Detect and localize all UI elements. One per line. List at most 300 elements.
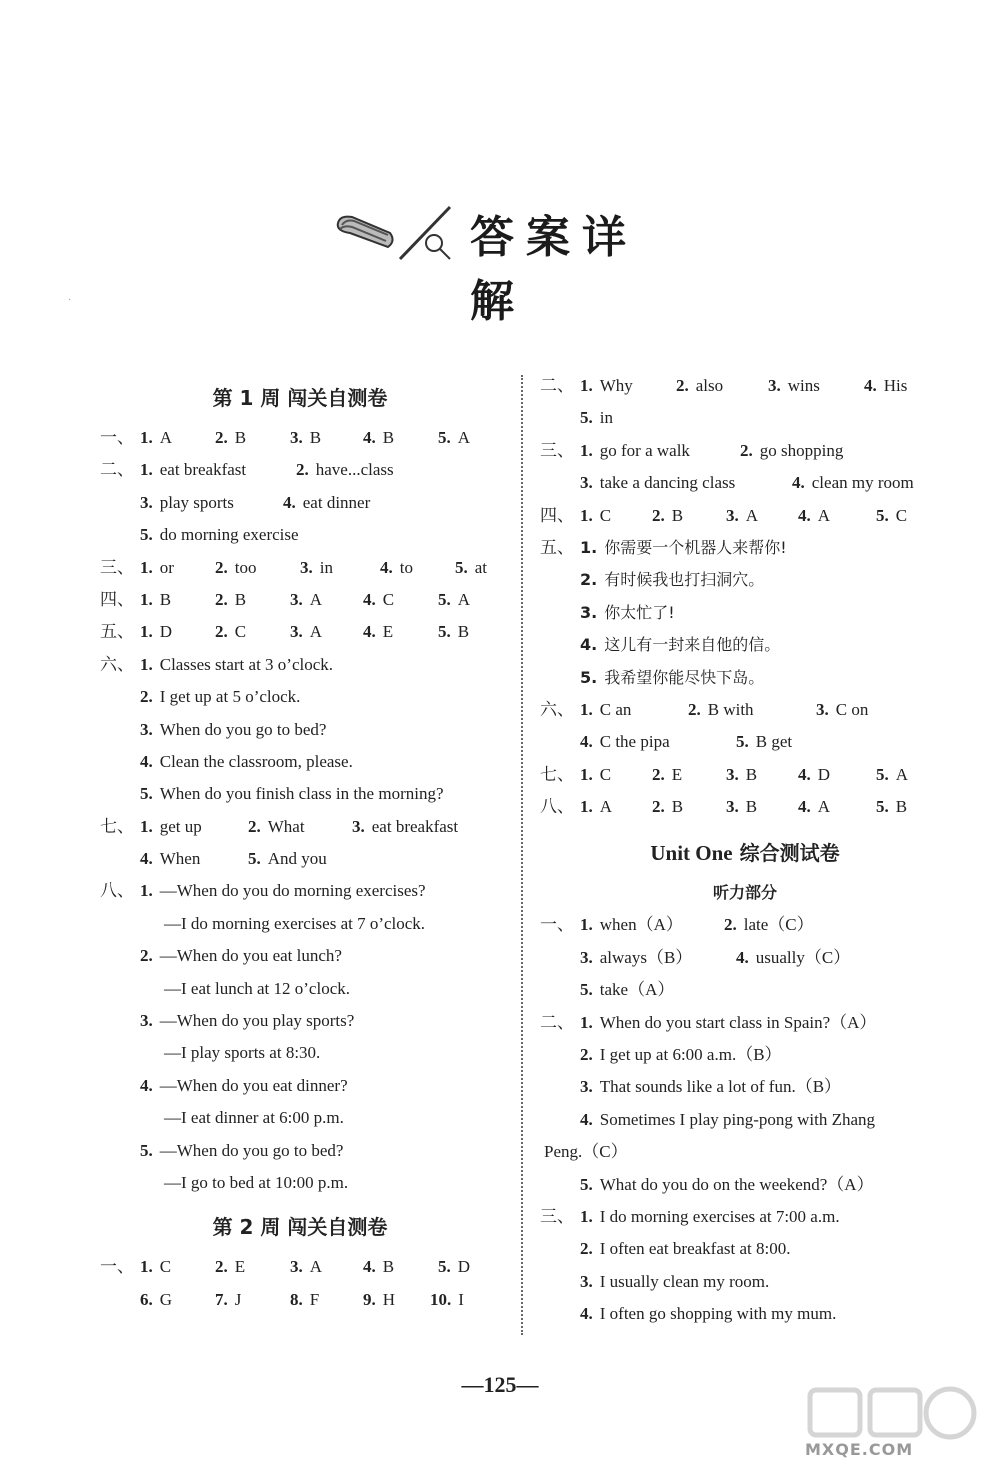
answer-text: take a dancing class <box>599 473 736 493</box>
answer-text: D <box>159 622 173 642</box>
answer-text: take（A） <box>599 980 675 1000</box>
item-number: 1. <box>580 1206 593 1226</box>
answer-row <box>100 454 500 486</box>
answer-text: —I eat lunch at 12 o’clock. <box>164 978 350 998</box>
item-number: 2. <box>652 505 665 525</box>
answer-row <box>100 714 500 746</box>
answer-item <box>580 402 613 434</box>
item-number: 1. <box>580 537 598 557</box>
answer-text: go for a walk <box>599 440 690 460</box>
answer-item <box>580 1201 840 1233</box>
answer-text: B <box>671 797 684 817</box>
item-number: 2. <box>652 764 665 784</box>
answer-text: B get <box>755 732 793 752</box>
item-number: 4. <box>363 1257 376 1277</box>
answer-item <box>580 942 692 974</box>
answer-row <box>540 467 950 499</box>
answer-text: J <box>234 1289 242 1309</box>
item-number: 5. <box>580 667 598 687</box>
answer-row <box>540 909 950 941</box>
item-number: 5. <box>248 849 261 869</box>
answer-text: I get up at 5 o’clock. <box>159 687 301 707</box>
answer-text: I do morning exercises at 7:00 a.m. <box>599 1206 840 1226</box>
answer-item <box>876 500 907 532</box>
question-number: 二、 <box>540 1012 574 1033</box>
item-number: 4. <box>792 473 805 493</box>
item-number: 3. <box>140 719 153 739</box>
answer-row <box>100 940 500 972</box>
answer-row <box>540 564 950 596</box>
item-number: 5. <box>876 505 889 525</box>
answer-item <box>215 1284 241 1316</box>
answer-text: Peng.（C） <box>544 1142 628 1162</box>
answer-item <box>215 584 246 616</box>
item-number: 4. <box>380 557 393 577</box>
item-number: 4. <box>140 751 153 771</box>
listening-subtitle: 听力部分 <box>712 883 777 903</box>
answer-row <box>100 1284 500 1316</box>
answer-row <box>540 435 950 467</box>
item-number: 4. <box>363 589 376 609</box>
answer-text: G <box>159 1289 173 1309</box>
answer-item <box>140 746 353 778</box>
answer-row <box>540 1007 950 1039</box>
answer-text: F <box>309 1289 320 1309</box>
answer-row <box>540 1266 950 1298</box>
answer-row <box>100 552 500 584</box>
answer-row <box>100 843 500 875</box>
answer-item <box>580 909 683 941</box>
answer-row <box>540 1233 950 1265</box>
answer-item <box>164 1167 348 1199</box>
question-number: 五、 <box>100 622 134 643</box>
item-number: 1. <box>580 376 593 395</box>
answer-item <box>140 1070 348 1102</box>
answer-item <box>726 500 758 532</box>
item-number: 2. <box>296 460 309 480</box>
answer-text: When <box>159 849 201 869</box>
unit-one-answers <box>540 909 950 1330</box>
answer-text: at <box>474 557 488 577</box>
item-number: 3. <box>580 1077 593 1097</box>
answer-row <box>100 487 500 519</box>
answer-item <box>438 422 470 454</box>
answer-text: 这儿有一封来自他的信。 <box>604 635 781 655</box>
item-number: 4. <box>363 622 376 642</box>
answer-item <box>290 584 322 616</box>
answer-row <box>540 500 950 532</box>
answer-item <box>580 759 611 791</box>
page-title: 答案详解 <box>470 212 638 327</box>
answer-item <box>544 1136 628 1168</box>
answer-item <box>726 791 757 823</box>
item-number: 4. <box>580 732 593 752</box>
answer-item <box>652 500 683 532</box>
item-number: 3. <box>580 602 598 622</box>
item-number: 3. <box>726 764 739 784</box>
answer-item <box>248 811 305 843</box>
question-number: 八、 <box>540 797 574 818</box>
answer-text: B <box>159 589 172 609</box>
question-number: 一、 <box>100 428 134 448</box>
answer-text: B <box>309 428 322 447</box>
answer-row <box>100 1037 500 1069</box>
answer-item <box>363 584 394 616</box>
item-number: 5. <box>580 1174 593 1194</box>
answer-text: A <box>309 1257 323 1277</box>
answer-item <box>792 467 914 499</box>
unit-title-zh: 综合测试卷 <box>739 841 840 866</box>
watermark-text: MXQE.COM <box>805 1440 914 1459</box>
item-number: 5. <box>876 797 889 817</box>
answer-item <box>140 454 246 486</box>
answer-text: —I eat dinner at 6:00 p.m. <box>164 1108 344 1128</box>
answer-item <box>676 370 723 402</box>
answer-text: —When do you eat lunch? <box>159 946 342 966</box>
item-number: 5. <box>876 764 889 784</box>
answer-item <box>140 811 202 843</box>
question-number: 八、 <box>100 881 134 902</box>
answer-item <box>580 662 764 694</box>
answer-item <box>438 1251 470 1283</box>
item-number: 4. <box>140 849 153 869</box>
answer-text: B <box>745 764 758 784</box>
answer-text: C <box>895 505 908 525</box>
answer-item <box>300 552 333 584</box>
answer-text: B <box>457 622 470 642</box>
answer-row <box>100 908 500 940</box>
item-number: 2. <box>580 1045 593 1065</box>
answer-item <box>140 1135 343 1167</box>
answer-item <box>248 843 327 875</box>
answer-item <box>798 500 830 532</box>
answer-item <box>140 487 234 519</box>
item-number: 4. <box>140 1075 153 1095</box>
item-number: 2. <box>580 1239 593 1259</box>
question-number: 四、 <box>540 505 574 526</box>
answer-item <box>688 694 754 726</box>
answer-item <box>140 616 172 648</box>
answer-row <box>100 1070 500 1102</box>
answer-item <box>580 1298 836 1330</box>
answer-item <box>816 694 868 726</box>
item-number: 5. <box>580 408 593 428</box>
scroll-magnifier-icon <box>330 203 460 263</box>
answer-row <box>540 974 950 1006</box>
answer-item <box>580 467 735 499</box>
answer-row <box>540 1201 950 1233</box>
answer-text: too <box>234 557 257 577</box>
item-number: 6. <box>140 1289 153 1309</box>
answer-text: go shopping <box>759 440 844 460</box>
item-number: 1. <box>580 797 593 817</box>
answer-item <box>736 726 792 758</box>
answer-text: C on <box>835 699 869 719</box>
answer-text: What <box>267 816 305 836</box>
item-number: 5. <box>438 589 451 609</box>
item-number: 4. <box>736 947 749 967</box>
right-column <box>540 370 950 1331</box>
week2-answers <box>100 1251 500 1316</box>
answer-row <box>540 1136 950 1168</box>
item-number: 2. <box>676 376 689 395</box>
answer-text: D <box>817 764 831 784</box>
question-number: 六、 <box>100 654 134 675</box>
answer-text: in <box>319 557 333 577</box>
answer-item <box>164 908 425 940</box>
answer-item <box>580 974 674 1006</box>
answer-item <box>580 629 780 661</box>
answer-row <box>100 811 500 843</box>
item-number: 1. <box>580 699 593 719</box>
answer-item <box>580 791 612 823</box>
item-number: 8. <box>290 1289 303 1309</box>
answer-item <box>140 875 426 907</box>
answer-item <box>363 1251 394 1283</box>
item-number: 2. <box>215 557 228 577</box>
section-title-week1: 第 1 周 闯关自测卷 <box>212 386 388 410</box>
item-number: 5. <box>438 428 451 447</box>
left-column <box>100 370 500 1316</box>
answer-text: always（B） <box>599 947 693 967</box>
item-number: 2. <box>688 699 701 719</box>
item-number: 3. <box>290 428 303 447</box>
answer-text: B <box>234 428 247 447</box>
answer-item <box>798 759 830 791</box>
answer-row <box>540 662 950 694</box>
answer-text: 我希望你能尽快下岛。 <box>604 667 765 687</box>
answer-text: —When do you eat dinner? <box>159 1075 348 1095</box>
unit-title-en: Unit One <box>650 841 733 866</box>
answer-row <box>540 1298 950 1330</box>
answer-text: when（A） <box>599 915 683 935</box>
answer-row <box>540 629 950 661</box>
question-number: 三、 <box>540 1206 574 1227</box>
answer-text: C the pipa <box>599 732 670 752</box>
answer-row <box>540 694 950 726</box>
answer-text: When do you start class in Spain?（A） <box>599 1012 877 1032</box>
question-number: 七、 <box>540 764 574 785</box>
answer-text: His <box>883 376 908 395</box>
answer-item <box>140 552 174 584</box>
answer-text: Why <box>599 376 633 395</box>
answer-text: B <box>234 589 247 609</box>
question-number: 一、 <box>540 915 574 936</box>
question-number: 一、 <box>100 1257 134 1278</box>
answer-item <box>438 584 470 616</box>
answer-text: A <box>599 797 613 817</box>
item-number: 4. <box>798 797 811 817</box>
answer-row <box>100 778 500 810</box>
answer-text: I <box>458 1289 464 1309</box>
answer-item <box>140 1005 354 1037</box>
answer-text: I often go shopping with my mum. <box>599 1304 837 1324</box>
item-number: 2. <box>580 570 598 590</box>
answer-row <box>100 681 500 713</box>
margin-mark: · <box>68 295 72 306</box>
answer-text: And you <box>267 849 327 869</box>
answer-row <box>540 759 950 791</box>
answer-item <box>768 370 820 402</box>
item-number: 1. <box>140 1257 153 1277</box>
item-number: 2. <box>652 797 665 817</box>
answer-row <box>100 649 500 681</box>
answer-row <box>100 875 500 907</box>
answer-row <box>540 597 950 629</box>
answer-text: 有时候我也打扫洞穴。 <box>604 570 765 590</box>
answer-text: eat breakfast <box>371 816 459 836</box>
answer-row <box>100 519 500 551</box>
answer-item <box>736 942 850 974</box>
answer-text: C <box>234 622 247 642</box>
answer-row <box>100 422 500 454</box>
answer-item <box>215 552 256 584</box>
answer-text: E <box>382 622 394 642</box>
answer-text: A <box>745 505 759 525</box>
answer-text: A <box>457 428 471 447</box>
answer-item <box>140 940 342 972</box>
answer-text: eat breakfast <box>159 460 247 480</box>
question-number: 二、 <box>100 460 134 481</box>
week1-answers <box>100 422 500 1199</box>
answer-item <box>290 1251 322 1283</box>
answer-item <box>140 714 326 746</box>
item-number: 1. <box>140 589 153 609</box>
answer-row <box>540 370 950 402</box>
answer-item <box>164 1102 344 1134</box>
answer-text: That sounds like a lot of fun.（B） <box>599 1077 842 1097</box>
answer-item <box>876 791 907 823</box>
item-number: 4. <box>580 1109 593 1129</box>
question-number: 二、 <box>540 376 574 396</box>
answer-item <box>455 552 487 584</box>
answer-item <box>580 1007 876 1039</box>
answer-item <box>580 726 670 758</box>
answer-text: A <box>817 797 831 817</box>
item-number: 3. <box>352 816 365 836</box>
answer-item <box>580 564 764 596</box>
answer-text: also <box>695 376 724 395</box>
item-number: 4. <box>363 428 376 447</box>
answer-row <box>540 1104 950 1136</box>
item-number: 3. <box>290 622 303 642</box>
answer-item <box>215 1251 245 1283</box>
answer-text: clean my room <box>811 473 914 493</box>
answer-text: usually（C） <box>755 947 851 967</box>
answer-item <box>724 909 814 941</box>
answer-item <box>140 1284 172 1316</box>
answer-text: —I play sports at 8:30. <box>164 1043 321 1063</box>
answer-text: A <box>159 428 173 447</box>
question-number: 五、 <box>540 537 574 558</box>
item-number: 3. <box>726 505 739 525</box>
answer-text: have...class <box>315 460 394 480</box>
item-number: 5. <box>140 1140 153 1160</box>
item-number: 3. <box>580 1271 593 1291</box>
answer-item <box>363 616 393 648</box>
item-number: 2. <box>140 946 153 966</box>
answer-item <box>580 1169 874 1201</box>
answer-text: E <box>234 1257 246 1277</box>
answer-text: Classes start at 3 o’clock. <box>159 654 334 674</box>
answer-item <box>580 1233 790 1265</box>
answer-item <box>430 1284 464 1316</box>
answer-item <box>438 616 469 648</box>
answer-item <box>652 759 682 791</box>
item-number: 9. <box>363 1289 376 1309</box>
item-number: 1. <box>140 460 153 480</box>
answer-text: H <box>382 1289 396 1309</box>
item-number: 2. <box>215 622 228 642</box>
answer-item <box>580 597 675 629</box>
answer-item <box>283 487 370 519</box>
answer-text: C <box>382 589 395 609</box>
item-number: 3. <box>140 1011 153 1031</box>
item-number: 4. <box>580 635 598 655</box>
item-number: 1. <box>140 816 153 836</box>
answer-text: I get up at 6:00 a.m.（B） <box>599 1045 782 1065</box>
answer-text: play sports <box>159 492 234 512</box>
answer-text: C <box>599 764 612 784</box>
answer-row <box>100 616 500 648</box>
answer-item <box>580 1071 841 1103</box>
item-number: 3. <box>580 473 593 493</box>
answer-text: A <box>895 764 909 784</box>
item-number: 3. <box>290 589 303 609</box>
item-number: 7. <box>215 1289 228 1309</box>
answer-item <box>296 454 394 486</box>
answer-item <box>140 519 299 551</box>
item-number: 3. <box>300 557 313 577</box>
answer-text: C an <box>599 699 632 719</box>
answer-text: eat dinner <box>302 492 371 512</box>
answer-text: What do you do on the weekend?（A） <box>599 1174 874 1194</box>
answer-text: E <box>671 764 683 784</box>
answer-row <box>540 791 950 823</box>
answer-text: A <box>817 505 831 525</box>
answer-text: C <box>599 505 612 525</box>
answer-text: I usually clean my room. <box>599 1271 770 1291</box>
answer-item <box>580 532 787 564</box>
answer-row <box>540 942 950 974</box>
item-number: 5. <box>736 732 749 752</box>
answer-row <box>100 1167 500 1199</box>
section-title-week2: 第 2 周 闯关自测卷 <box>212 1215 388 1240</box>
answer-text: late（C） <box>743 915 814 935</box>
answer-item <box>798 791 830 823</box>
answer-item <box>876 759 908 791</box>
answer-row <box>540 726 950 758</box>
answer-item <box>215 422 246 454</box>
answer-row <box>540 532 950 564</box>
answer-row <box>100 973 500 1005</box>
answer-row <box>100 746 500 778</box>
answer-row <box>540 1071 950 1103</box>
answer-text: A <box>309 589 323 609</box>
answer-item <box>652 791 683 823</box>
page-number: —125— <box>461 1372 539 1397</box>
answer-text: A <box>309 622 323 642</box>
answer-text: —When do you do morning exercises? <box>159 881 426 901</box>
question-number: 三、 <box>540 440 574 461</box>
item-number: 2. <box>215 589 228 609</box>
answer-item <box>140 843 200 875</box>
item-number: 2. <box>215 1257 228 1277</box>
answer-item <box>215 616 246 648</box>
answer-text: Clean the classroom, please. <box>159 751 353 771</box>
answer-text: 你太忙了! <box>604 602 675 622</box>
answer-item <box>140 584 171 616</box>
